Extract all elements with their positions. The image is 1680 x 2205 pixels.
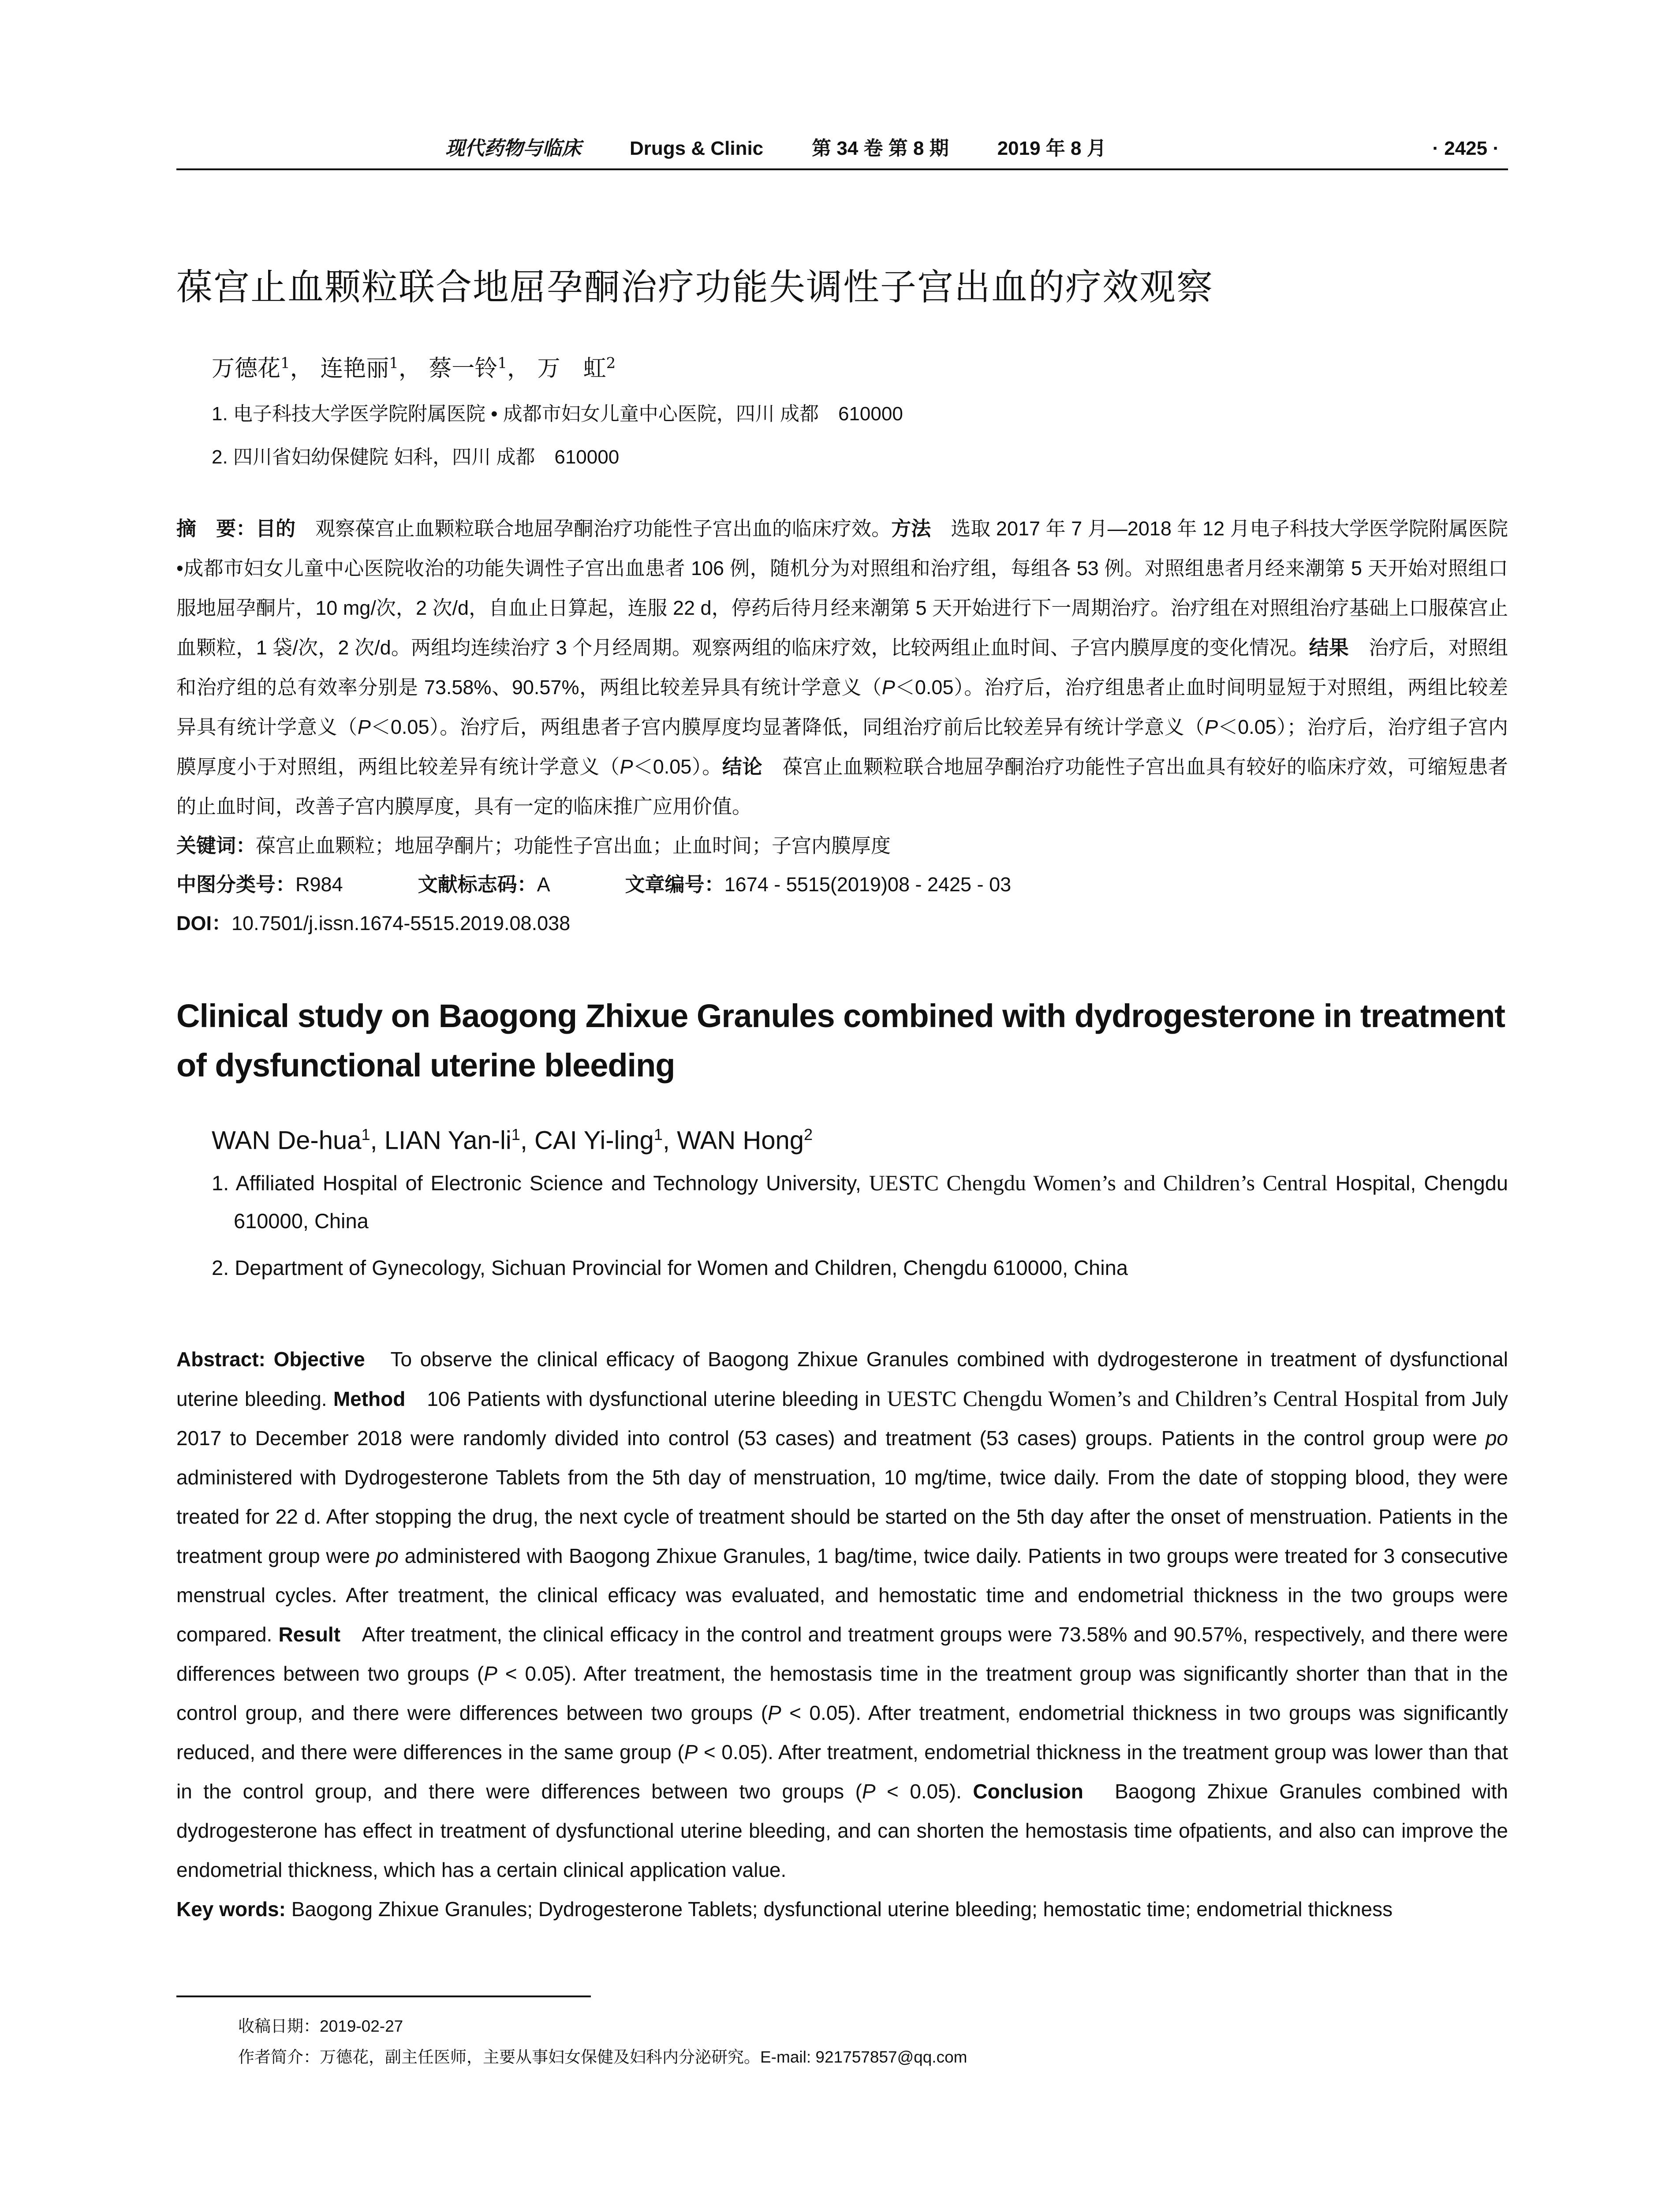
p-symbol: P (484, 1662, 497, 1686)
keywords-cn (176, 826, 1508, 865)
abstract-cn (176, 509, 1508, 826)
result-label-en: Result (278, 1623, 341, 1646)
method-text-en: administered with Baogong Zhixue Granules, 1 bag/time, twice daily. Patients in two groups were treated for 3 consecutive menstrual cycles. After treatment, the clinical efficacy was evaluated, and hemostatic time and endometrial thickness in the two groups were compared. (176, 1544, 1508, 1646)
doi-label: DOI： (176, 912, 232, 934)
conclusion-text-cn: 葆宫止血颗粒联合地屈孕酮治疗功能性子宫出血具有较好的临床疗效，可缩短患者的止血时间，改善子宫内膜厚度，具有一定的临床推广应用价值。 (176, 755, 1508, 818)
p-symbol: P (862, 1780, 876, 1803)
method-label-en: Method (333, 1387, 406, 1411)
method-text-en: from July 2017 to December 2018 were randomly divided into control (53 cases) and treatment (53 cases) groups. Patients in the control group were (176, 1387, 1508, 1450)
keywords-text-en: Baogong Zhixue Granules; Dydrogesterone Tablets; dysfunctional uterine bleeding; hemostatic time; endometrial thickness (291, 1898, 1393, 1921)
paper-page (176, 132, 1508, 1929)
author-sup: 2 (606, 354, 616, 372)
author-cn: 蔡一铃 (429, 355, 498, 382)
method-label-cn: 方法 (891, 517, 931, 540)
author-sup: 2 (804, 1125, 813, 1144)
keywords-label-en: Key words: (176, 1898, 291, 1921)
abstract-label-cn: 摘 要： (176, 517, 256, 540)
result-text-en: < 0.05). (875, 1780, 973, 1803)
journal-date: 2019 年 8 月 (997, 138, 1106, 159)
page-number: · 2425 · (1432, 138, 1499, 159)
title-cn: 葆宫止血颗粒联合地屈孕酮治疗功能失调性子宫出血的疗效观察 (176, 266, 1214, 308)
abstract-label-en: Abstract: (176, 1348, 274, 1371)
affiliation-en-2: 2. Department of Gynecology, Sichuan Provincial for Women and Children, Chengdu 610000, China (212, 1256, 1128, 1280)
author-cn: 万 虹 (537, 355, 606, 382)
conclusion-label-cn: 结论 (722, 755, 763, 778)
author-sup: 1 (497, 354, 508, 372)
po-term: po (376, 1544, 399, 1568)
method-hospital-en: UESTC Chengdu Women’s and Children’s Central Hospital (887, 1386, 1419, 1411)
doi-link[interactable]: 10.7501/j.issn.1674-5515.2019.08.038 (231, 912, 571, 934)
received-date: 收稿日期：2019-02-27 (238, 2017, 403, 2035)
result-text-en: < 0.05). After treatment, the hemostasis time in the treatment group was significantly shorter than that in the control group, and there were differences between two groups ( (176, 1662, 1508, 1725)
author-sup: 1 (389, 354, 399, 372)
objective-text-cn: 观察葆宫止血颗粒联合地屈孕酮治疗功能性子宫出血的临床疗效。 (295, 517, 892, 540)
author-en: WAN Hong (677, 1126, 804, 1155)
footnote-divider (176, 1996, 591, 1997)
author-sup: 1 (361, 1125, 370, 1144)
affiliation-en-1-hospital: UESTC Chengdu Women’s and Children’s Central (869, 1170, 1328, 1196)
journal-name-cn: 现代药物与临床 (445, 137, 581, 160)
abstract-en (176, 1340, 1508, 1890)
keywords-label-cn: 关键词： (176, 834, 256, 857)
method-text-en: 106 Patients with dysfunctional uterine bleeding in (405, 1387, 887, 1411)
doi-line (176, 904, 1508, 943)
author-cn: 万德花 (212, 355, 281, 382)
clc-label: 中图分类号： (176, 873, 296, 896)
article-number-value: 1674 - 5515(2019)08 - 2425 - 03 (724, 873, 1012, 896)
conclusion-text-en: Baogong Zhixue Granules combined with dydrogesterone has effect in treatment of dysfunctional uterine bleeding, and can shorten the hemostasis time ofpatients, and also can improve the endometrial thickness, which has a certain clinical application value. (176, 1780, 1508, 1882)
method-text-en: administered with Dydrogesterone Tablets from the 5th day of menstruation, 10 mg/time, twice daily. From the date of stopping blood, they were treated for 22 d. After stopping the drug, the next cycle of treatment should be started on the 5th day after the onset of menstruation. Patients in the treatment group were (176, 1466, 1508, 1568)
author-bio: 作者简介：万德花，副主任医师，主要从事妇女保健及妇科内分泌研究。E-mail: 921757857@qq.com (238, 2048, 967, 2066)
affiliation-en-1-text: 1. Affiliated Hospital of Electronic Science and Technology University, (212, 1171, 869, 1195)
objective-label-en: Objective (273, 1348, 365, 1371)
result-label-cn: 结果 (1309, 636, 1349, 659)
method-text-cn: 选取 2017 年 7 月—2018 年 12 月电子科技大学医学院附属医院 •成都市妇女儿童中心医院收治的功能失调性子宫出血患者 106 例，随机分为对照组和治疗组，每组各 53 例。对照组患者月经来潮第 5 天开始对照组口服地屈孕酮片，10 mg/次，2 次/d，自血止日算起，连服 22 d，停药后待月经来潮第 5 天开始进行下一周期治疗。治疗组在对照组治疗基础上口服葆宫止血颗粒，1 袋/次，2 次/d。两组均连续治疗 3 个月经周期。观察两组的临床疗效，比较两组止血时间、子宫内膜厚度的变化情况。 (176, 517, 1508, 659)
journal-volume: 第 34 卷 第 8 期 (812, 138, 949, 159)
result-text-cn: ＜0.05）；治疗后，治疗组子宫内膜厚度小于对照组，两组比较差异有统计学意义（ (176, 716, 1508, 778)
result-text-en: After treatment, the clinical efficacy in the control and treatment groups were 73.58% and 90.57%, respectively, and there were differences between two groups ( (176, 1623, 1508, 1686)
result-text-cn: ＜0.05）。治疗后，两组患者子宫内膜厚度均显著降低，同组治疗前后比较差异有统计学意义（ (370, 716, 1205, 738)
result-text-cn: 治疗后，对照组和治疗组的总有效率分别是 73.58%、90.57%，两组比较差异具有统计学意义（ (176, 636, 1508, 699)
footnotes (238, 2011, 967, 2073)
affiliation-cn-2: 2. 四川省妇幼保健院 妇科，四川 成都 610000 (212, 446, 620, 468)
po-term: po (1485, 1427, 1508, 1450)
author-en: LIAN Yan-li (384, 1126, 511, 1155)
authors-en: WAN De-hua$^1$, LIAN Yan-$li^1$, CAI Yi-ling$^1$, WAN Hong$^2$ (212, 1125, 813, 1155)
doc-code-value: A (537, 873, 550, 896)
author-sup: 1 (511, 1125, 520, 1144)
author-cn: 连艳丽 (320, 355, 389, 382)
running-header (176, 132, 1508, 170)
affiliation-en-1-city: Hospital, Chengdu 610000, China (234, 1171, 1508, 1233)
author-en: WAN De-hua (212, 1126, 362, 1155)
p-symbol: P (620, 755, 633, 778)
author-en: CAI Yi-ling (534, 1126, 654, 1155)
author-sup: 1 (653, 1125, 663, 1144)
p-symbol: P (881, 676, 895, 699)
clc-value: R984 (295, 873, 343, 896)
affiliation-en-1 (212, 1164, 1508, 1240)
p-symbol: P (768, 1701, 781, 1725)
affiliation-cn-1: 1. 电子科技大学医学院附属医院 • 成都市妇女儿童中心医院，四川 成都 610000 (212, 403, 903, 425)
result-text-cn: ＜0.05）。治疗后，治疗组患者止血时间明显短于对照组，两组比较差异具有统计学意义（ (176, 676, 1508, 738)
authors-cn: 万德花$^1$， 连艳丽$^1$， 蔡一铃$^1$， 万 虹$^2$ (212, 354, 616, 382)
article-number-label: 文章编号： (625, 873, 724, 896)
result-text-en: < 0.05). After treatment, endometrial thickness in two groups was significantly reduced, and there were differences in the same group ( (176, 1701, 1508, 1764)
classification-line (176, 865, 1508, 904)
p-symbol: P (684, 1741, 698, 1764)
p-symbol: P (357, 716, 371, 738)
doc-code-label: 文献标志码： (418, 873, 537, 896)
p-symbol: P (1205, 716, 1218, 738)
objective-label-cn: 目的 (256, 517, 296, 540)
objective-text-en: To observe the clinical efficacy of Baogong Zhixue Granules combined with dydrogesterone in treatment of dysfunctional uterine bleeding. (176, 1348, 1508, 1411)
keywords-en (176, 1890, 1508, 1929)
keywords-text-cn: 葆宫止血颗粒；地屈孕酮片；功能性子宫出血；止血时间；子宫内膜厚度 (256, 834, 891, 857)
author-sup: 1 (280, 354, 290, 372)
result-text-en: < 0.05). After treatment, endometrial thickness in the treatment group was lower than that in the control group, and there were differences between two groups ( (176, 1741, 1508, 1803)
title-en: Clinical study on Baogong Zhixue Granules combined with dydrogesterone in treatment of dysfunctional uterine bleeding (176, 998, 1505, 1084)
conclusion-label-en: Conclusion (973, 1780, 1083, 1803)
journal-name-en: Drugs & Clinic (630, 138, 764, 159)
result-text-cn: ＜0.05）。 (633, 755, 722, 778)
